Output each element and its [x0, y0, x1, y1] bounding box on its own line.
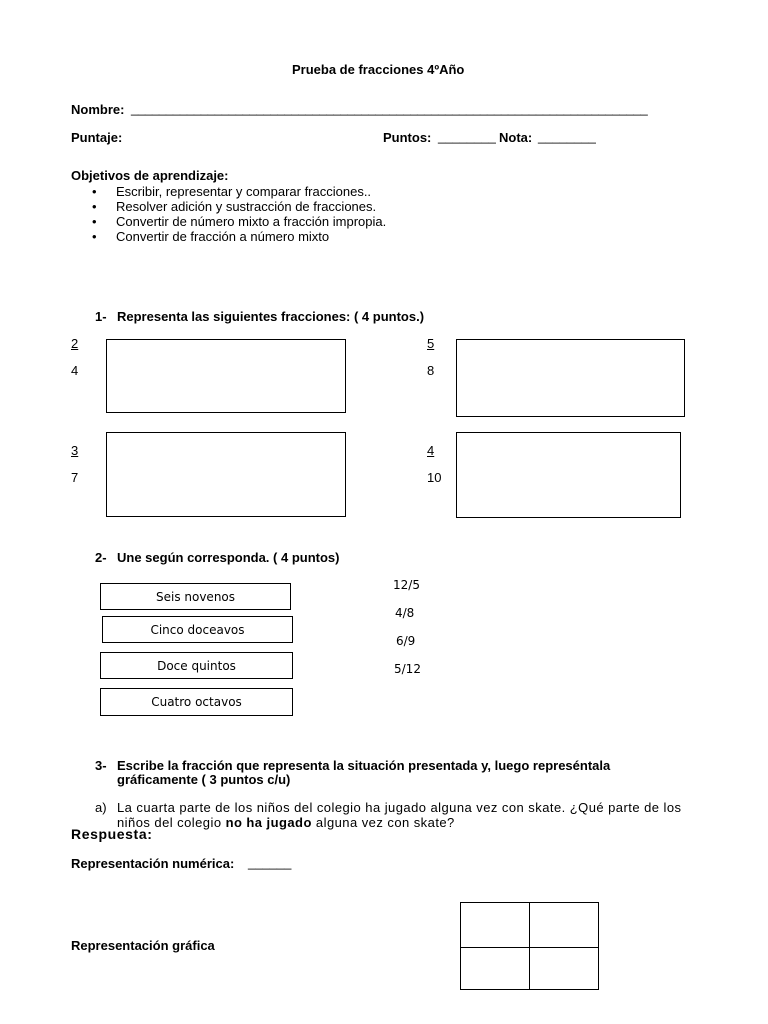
- item-a-line2-post: alguna vez con skate?: [311, 815, 455, 830]
- grid-horizontal-divider: [461, 947, 598, 948]
- answer-box-fraction-4[interactable]: [456, 432, 681, 518]
- match-value[interactable]: 5/12: [394, 662, 421, 676]
- q1-number: 1-: [95, 309, 107, 324]
- fraction-numerator: 4: [427, 443, 435, 458]
- grid-vertical-divider: [529, 903, 530, 989]
- answer-box-fraction-1[interactable]: [106, 339, 346, 413]
- puntos-line[interactable]: ________: [438, 129, 496, 144]
- match-word-box[interactable]: [100, 688, 293, 716]
- rep-grafica-label: Representación gráfica: [71, 938, 215, 953]
- fraction-numerator: 3: [71, 443, 79, 458]
- nota-line[interactable]: ________: [538, 129, 596, 144]
- match-value[interactable]: 6/9: [396, 634, 416, 648]
- match-word-label: Seis novenos: [155, 589, 236, 604]
- match-word-box[interactable]: [100, 652, 293, 679]
- fraction-denominator: 4: [71, 363, 79, 378]
- page-title: Prueba de fracciones 4ºAño: [292, 62, 465, 77]
- answer-box-fraction-3[interactable]: [106, 432, 346, 517]
- item-a-line2-bold: no ha jugado: [225, 815, 312, 830]
- match-word-label: Doce quintos: [157, 658, 236, 673]
- rep-numerica-label: Representación numérica:: [71, 856, 235, 871]
- objective-item: • Resolver adición y sustracción de fracciones.: [72, 199, 386, 214]
- fraction-denominator: 7: [71, 470, 79, 485]
- respuesta-label: Respuesta:: [71, 826, 153, 842]
- match-value[interactable]: 4/8: [395, 606, 415, 620]
- fraction-numerator: 2: [71, 336, 79, 351]
- objective-item: • Convertir de número mixto a fracción impropia.: [72, 214, 386, 229]
- rep-numerica-line[interactable]: ______: [248, 855, 292, 870]
- nombre-line[interactable]: __________________________________________________________________________: [131, 101, 648, 116]
- objectives-heading: Objetivos de aprendizaje:: [71, 168, 229, 183]
- q3-text-line1: Escribe la fracción que representa la situación presentada y, luego represéntala: [117, 758, 611, 773]
- item-a-line2-pre: niños del colegio: [117, 815, 226, 830]
- puntos-label: Puntos:: [383, 130, 432, 145]
- q1-text: Representa las siguientes fracciones: ( 4 puntos.): [117, 309, 425, 324]
- q2-number: 2-: [95, 550, 107, 565]
- objectives-list: [72, 184, 386, 244]
- objective-item: • Convertir de fracción a número mixto: [72, 229, 386, 244]
- answer-box-fraction-2[interactable]: [456, 339, 685, 417]
- q2-text: Une según corresponda. ( 4 puntos): [117, 550, 340, 565]
- item-a-line2: [117, 815, 455, 830]
- q3-number: 3-: [95, 758, 107, 773]
- fraction-grid[interactable]: [460, 902, 599, 990]
- nota-label: Nota:: [499, 130, 533, 145]
- fraction-denominator: 8: [427, 363, 435, 378]
- item-a-line1: La cuarta parte de los niños del colegio ha jugado alguna vez con skate. ¿Qué parte de los: [117, 800, 682, 815]
- nombre-label: Nombre:: [71, 102, 125, 117]
- item-a-label: a): [95, 800, 107, 815]
- fraction-denominator: 10: [427, 470, 442, 485]
- objective-item: • Escribir, representar y comparar fracciones..: [72, 184, 386, 199]
- puntaje-label: Puntaje:: [71, 130, 123, 145]
- match-value[interactable]: 12/5: [393, 578, 420, 592]
- match-word-label: Cuatro octavos: [151, 695, 242, 709]
- q3-text-line2: gráficamente ( 3 puntos c/u): [117, 772, 291, 787]
- fraction-numerator: 5: [427, 336, 435, 351]
- match-word-box[interactable]: [102, 616, 293, 643]
- match-word-box[interactable]: [100, 583, 291, 610]
- match-word-label: Cinco doceavos: [150, 622, 245, 637]
